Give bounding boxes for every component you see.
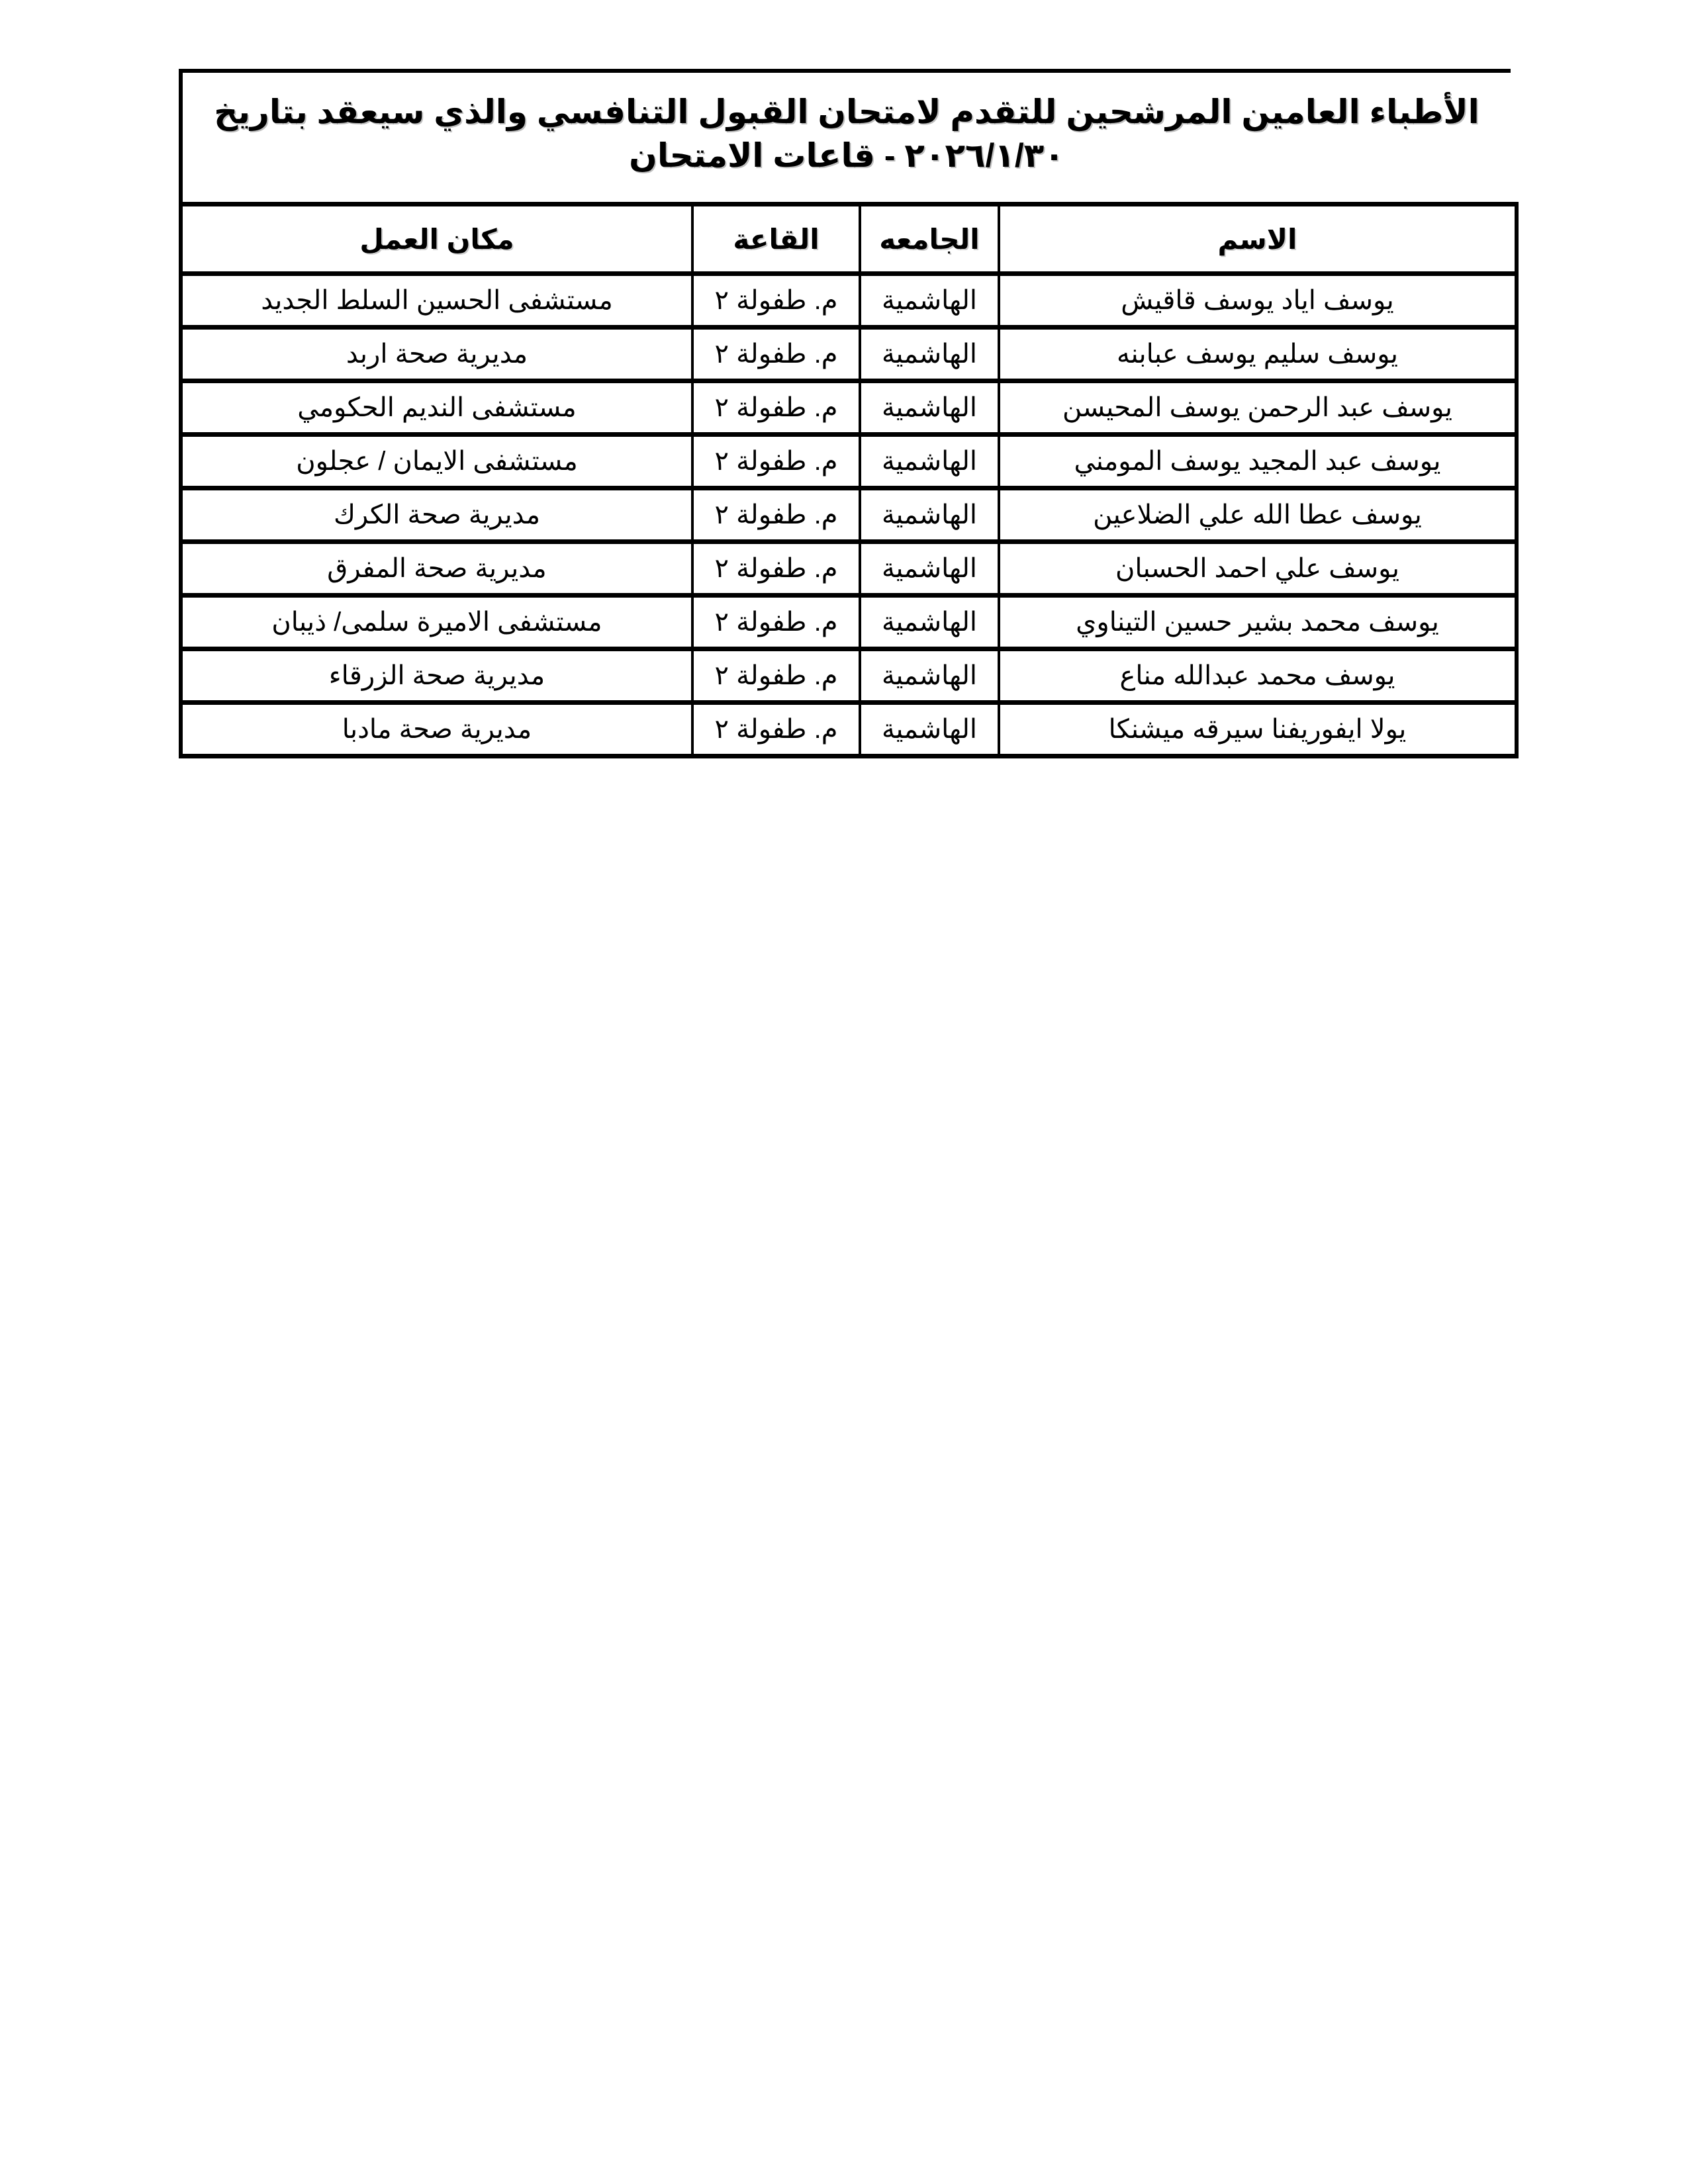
cell-hall: م. طفولة ٢: [692, 381, 860, 435]
table-row: [181, 703, 1517, 756]
table-row: [181, 488, 1517, 542]
cell-name: يوسف سليم يوسف عبابنه: [999, 328, 1517, 381]
cell-name: يوسف علي احمد الحسبان: [999, 542, 1517, 596]
cell-hall: م. طفولة ٢: [692, 703, 860, 756]
cell-workplace: مديرية صحة اربد: [181, 328, 692, 381]
table-row: [181, 435, 1517, 488]
cell-workplace: مستشفى الاميرة سلمى/ ذيبان: [181, 596, 692, 649]
header-workplace: مكان العمل: [181, 205, 692, 274]
cell-university: الهاشمية: [860, 703, 999, 756]
table-row: [181, 381, 1517, 435]
cell-name: يوسف عبد الرحمن يوسف المحيسن: [999, 381, 1517, 435]
candidates-table: [179, 202, 1519, 758]
table-row: [181, 596, 1517, 649]
cell-university: الهاشمية: [860, 435, 999, 488]
cell-university: الهاشمية: [860, 328, 999, 381]
table-row: [181, 649, 1517, 703]
cell-name: يوسف اياد يوسف قاقيش: [999, 274, 1517, 328]
cell-workplace: مستشفى الحسين السلط الجديد: [181, 274, 692, 328]
cell-workplace: مديرية صحة مادبا: [181, 703, 692, 756]
header-hall: القاعة: [692, 205, 860, 274]
cell-university: الهاشمية: [860, 649, 999, 703]
header-university: الجامعه: [860, 205, 999, 274]
candidates-table-wrapper: [179, 202, 1515, 758]
cell-workplace: مديرية صحة المفرق: [181, 542, 692, 596]
cell-university: الهاشمية: [860, 488, 999, 542]
cell-university: الهاشمية: [860, 381, 999, 435]
cell-hall: م. طفولة ٢: [692, 488, 860, 542]
cell-workplace: مستشفى الايمان / عجلون: [181, 435, 692, 488]
cell-workplace: مستشفى النديم الحكومي: [181, 381, 692, 435]
cell-name: يوسف عبد المجيد يوسف المومني: [999, 435, 1517, 488]
cell-name: يوسف عطا الله علي الضلاعين: [999, 488, 1517, 542]
cell-hall: م. طفولة ٢: [692, 542, 860, 596]
cell-hall: م. طفولة ٢: [692, 274, 860, 328]
cell-university: الهاشمية: [860, 274, 999, 328]
cell-name: يوسف محمد عبدالله مناع: [999, 649, 1517, 703]
document-title: الأطباء العامين المرشحين للتقدم لامتحان القبول التنافسي والذي سيعقد بتاريخ ٢٠٢٦/١/٣٠ - قاعات الامتحان: [214, 93, 1479, 174]
cell-university: الهاشمية: [860, 596, 999, 649]
table-header-row: [181, 205, 1517, 274]
cell-workplace: مديرية صحة الكرك: [181, 488, 692, 542]
table-row: [181, 542, 1517, 596]
cell-university: الهاشمية: [860, 542, 999, 596]
cell-hall: م. طفولة ٢: [692, 649, 860, 703]
cell-hall: م. طفولة ٢: [692, 435, 860, 488]
title-box: [179, 69, 1511, 204]
header-name: الاسم: [999, 205, 1517, 274]
cell-name: يولا ايفوريفنا سيرقه ميشنكا: [999, 703, 1517, 756]
cell-workplace: مديرية صحة الزرقاء: [181, 649, 692, 703]
table-row: [181, 328, 1517, 381]
cell-name: يوسف محمد بشير حسين التيناوي: [999, 596, 1517, 649]
table-row: [181, 274, 1517, 328]
cell-hall: م. طفولة ٢: [692, 328, 860, 381]
cell-hall: م. طفولة ٢: [692, 596, 860, 649]
